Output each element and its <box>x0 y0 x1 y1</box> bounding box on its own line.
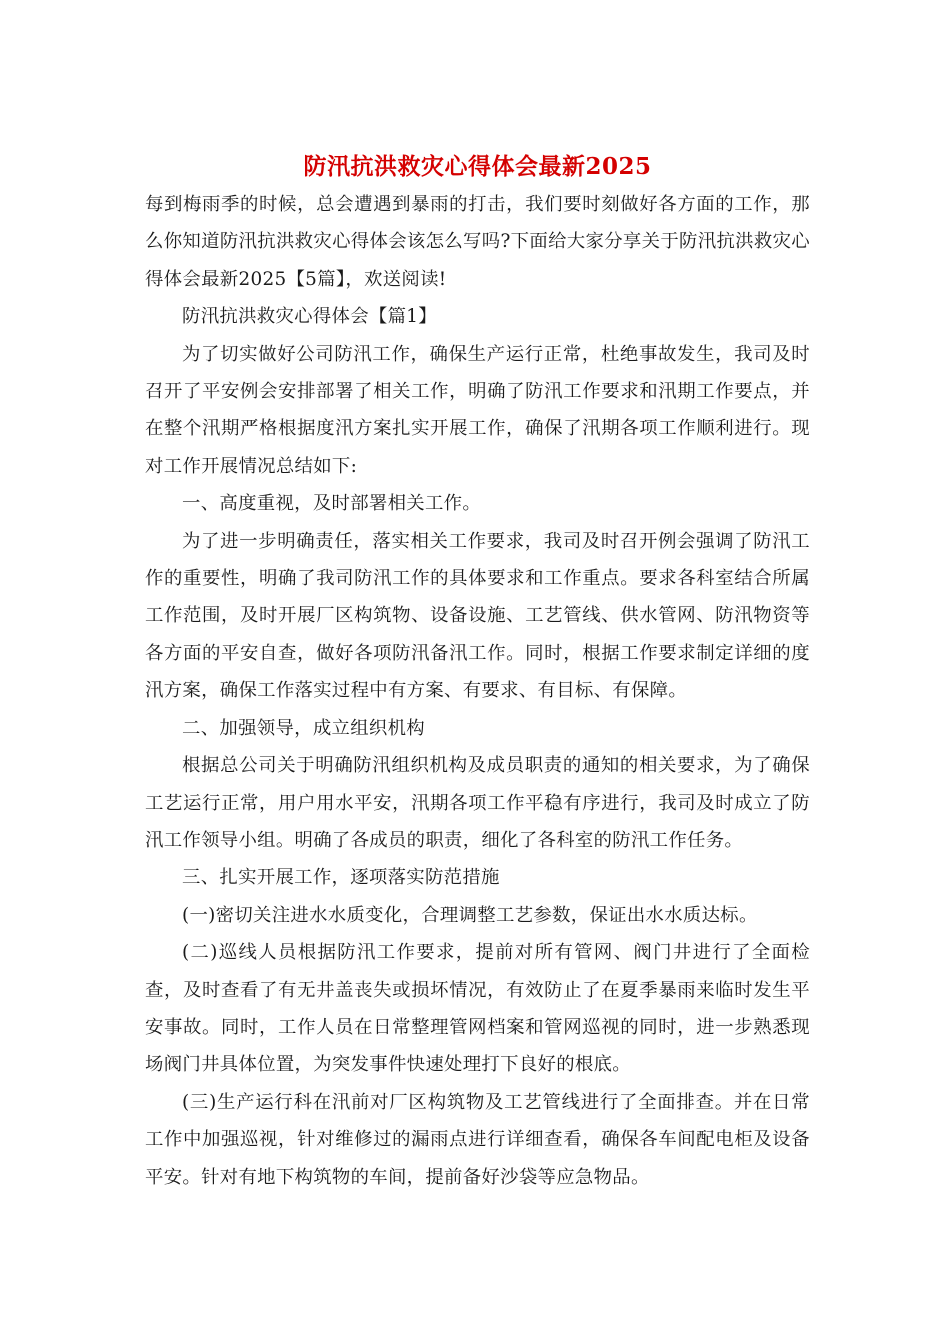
intro-paragraph: 每到梅雨季的时候，总会遭遇到暴雨的打击，我们要时刻做好各方面的工作，那么你知道防汛抗洪救灾心得体会该怎么写吗?下面给大家分享关于防汛抗洪救灾心得体会最新2025【5篇】，欢送阅读! <box>145 194 810 290</box>
document-title: 防汛抗洪救灾心得体会最新2025 <box>303 153 652 180</box>
body-paragraph: 为了切实做好公司防汛工作，确保生产运行正常，杜绝事故发生，我司及时召开了平安例会安排部署了相关工作，明确了防汛工作要求和汛期工作要点，并在整个汛期严格根据度汛方案扎实开展工作，确保了汛期各项工作顺利进行。现对工作开展情况总结如下: <box>145 343 810 477</box>
section-heading: 三、扎实开展工作，逐项落实防范措施 <box>182 867 500 889</box>
body-paragraph: 根据总公司关于明确防汛组织机构及成员职责的通知的相关要求，为了确保工艺运行正常，用户用水平安，汛期各项工作平稳有序进行，我司及时成立了防汛工作领导小组。明确了各成员的职责，细化了各科室的防汛工作任务。 <box>145 755 810 851</box>
document-page <box>145 150 810 1196</box>
body-paragraph: 为了进一步明确责任，落实相关工作要求，我司及时召开例会强调了防汛工作的重要性，明确了我司防汛工作的具体要求和工作重点。要求各科室结合所属工作范围，及时开展厂区构筑物、设备设施、工艺管线、供水管网、防汛物资等各方面的平安自查，做好各项防汛备汛工作。同时，根据工作要求制定详细的度汛方案，确保工作落实过程中有方案、有要求、有目标、有保障。 <box>145 530 810 702</box>
body-paragraph: (三)生产运行科在汛前对厂区构筑物及工艺管线进行了全面排查。并在日常工作中加强巡视，针对维修过的漏雨点进行详细查看，确保各车间配电柜及设备平安。针对有地下构筑物的车间，提前备好沙袋等应急物品。 <box>145 1091 810 1188</box>
section-heading: 二、加强领导，成立组织机构 <box>182 717 425 739</box>
section-heading-part-1: 防汛抗洪救灾心得体会【篇1】 <box>182 306 437 328</box>
body-paragraph: (二)巡线人员根据防汛工作要求，提前对所有管网、阀门井进行了全面检查，及时查看了有无井盖丧失或损坏情况，有效防止了在夏季暴雨来临时发生平安事故。同时，工作人员在日常整理管网档案和管网巡视的同时，进一步熟悉现场阀门井具体位置，为突发事件快速处理打下良好的根底。 <box>145 942 810 1076</box>
section-heading: 一、高度重视，及时部署相关工作。 <box>182 493 482 515</box>
body-paragraph: (一)密切关注进水水质变化，合理调整工艺参数，保证出水水质达标。 <box>182 904 758 926</box>
